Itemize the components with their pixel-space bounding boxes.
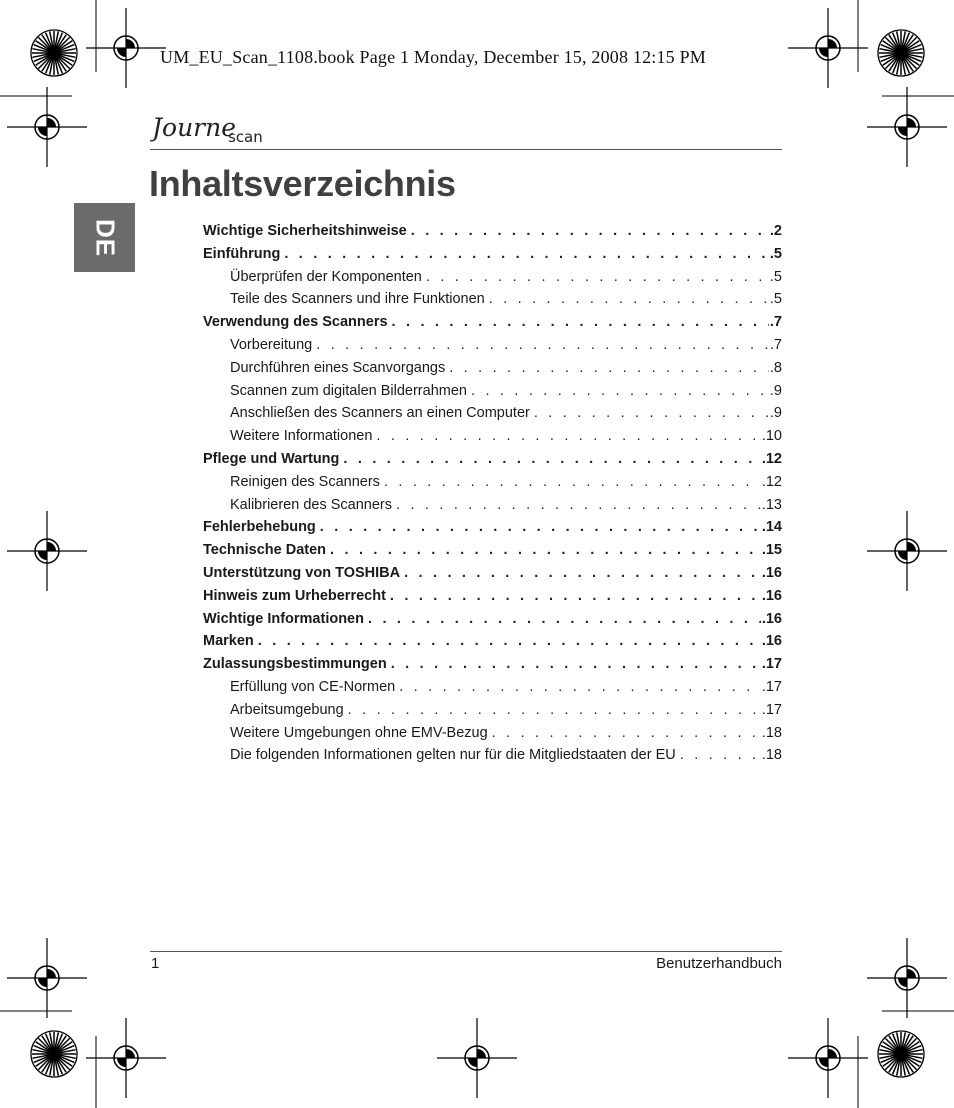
toc-entry-title: Hinweis zum Urheberrecht <box>203 587 386 604</box>
toc-dot-leader <box>284 243 769 266</box>
language-tab-label: DE <box>90 218 120 257</box>
toc-entry-title: Teile des Scanners und ihre Funktionen <box>230 291 485 308</box>
toc-entry[interactable] <box>203 653 782 676</box>
toc-entry-page: .12 <box>761 450 782 467</box>
toc-entry[interactable] <box>203 402 782 425</box>
toc-entry-page: .18 <box>761 724 782 741</box>
toc-dot-leader <box>449 357 769 380</box>
toc-dot-leader <box>343 448 760 471</box>
toc-entry[interactable] <box>203 630 782 653</box>
toc-entry[interactable] <box>203 744 782 767</box>
toc-entry-title: Unterstützung von TOSHIBA <box>203 564 401 581</box>
toc-entry-title: Arbeitsumgebung <box>230 701 344 718</box>
toc-entry[interactable] <box>203 471 782 494</box>
toc-entry-title: Pflege und Wartung <box>203 450 340 467</box>
toc-entry[interactable] <box>203 266 782 289</box>
toc-entry-page: .10 <box>761 428 782 445</box>
toc-dot-leader <box>258 630 761 653</box>
journe-scan-logo <box>150 104 290 152</box>
toc-entry[interactable] <box>203 425 782 448</box>
toc-entry[interactable] <box>203 448 782 471</box>
toc-dot-leader <box>492 722 761 745</box>
toc-entry-page: .13 <box>761 496 782 513</box>
toc-entry-title: Wichtige Informationen <box>203 610 364 627</box>
toc-entry-title: Erfüllung von CE-Normen <box>230 678 396 695</box>
toc-entry-title: Technische Daten <box>203 542 327 559</box>
toc-dot-leader <box>534 402 769 425</box>
logo-script: Journe <box>152 113 237 142</box>
toc-entry-title: Reinigen des Scanners <box>230 473 380 490</box>
toc-entry[interactable] <box>203 699 782 722</box>
toc-entry-page: .7 <box>769 314 782 331</box>
toc-entry[interactable] <box>203 494 782 517</box>
toc-entry[interactable] <box>203 334 782 357</box>
toc-dot-leader <box>489 288 769 311</box>
toc-dot-leader <box>348 699 761 722</box>
toc-dot-leader <box>316 334 769 357</box>
toc-entry-page: .9 <box>769 405 782 422</box>
toc-entry[interactable] <box>203 676 782 699</box>
toc-entry[interactable] <box>203 288 782 311</box>
table-of-contents <box>203 220 782 767</box>
toc-dot-leader <box>396 494 761 517</box>
toc-entry-page: .16 <box>761 587 782 604</box>
toc-dot-leader <box>368 608 761 631</box>
toc-entry-page: .8 <box>769 359 782 376</box>
toc-entry[interactable] <box>203 380 782 403</box>
toc-entry-page: .5 <box>769 291 782 308</box>
toc-dot-leader <box>384 471 761 494</box>
toc-dot-leader <box>320 516 761 539</box>
toc-entry-title: Wichtige Sicherheitshinweise <box>203 223 407 239</box>
toc-entry-page: .7 <box>769 336 782 353</box>
toc-entry-title: Zulassungsbestimmungen <box>203 656 387 673</box>
header-rule <box>150 149 782 150</box>
toc-dot-leader <box>376 425 760 448</box>
toc-entry[interactable] <box>203 357 782 380</box>
page-title: Inhaltsverzeichnis <box>149 163 456 204</box>
toc-dot-leader <box>426 266 769 289</box>
toc-entry-title: Scannen zum digitalen Bilderrahmen <box>230 382 467 399</box>
toc-dot-leader <box>680 744 761 767</box>
toc-entry-page: .16 <box>761 610 782 627</box>
toc-entry[interactable] <box>203 243 782 266</box>
toc-entry-title: Anschließen des Scanners an einen Computer <box>230 405 530 422</box>
toc-entry-title: Marken <box>203 633 254 650</box>
toc-dot-leader <box>390 585 761 608</box>
toc-entry[interactable] <box>203 539 782 562</box>
toc-entry-title: Die folgenden Informationen gelten nur für die Mitgliedstaaten der EU <box>230 747 676 764</box>
toc-entry-page: .16 <box>761 564 782 581</box>
toc-entry[interactable] <box>203 585 782 608</box>
toc-entry[interactable] <box>203 562 782 585</box>
language-tab <box>74 203 135 272</box>
toc-entry-title: Durchführen eines Scanvorgangs <box>230 359 446 376</box>
toc-dot-leader <box>411 220 769 243</box>
toc-dot-leader <box>330 539 761 562</box>
toc-dot-leader <box>391 653 761 676</box>
toc-dot-leader <box>404 562 761 585</box>
toc-dot-leader <box>399 676 761 699</box>
footer-rule <box>150 951 782 952</box>
toc-entry-page: .5 <box>769 268 782 285</box>
toc-entry-page: .9 <box>769 382 782 399</box>
toc-entry-title: Fehlerbehebung <box>203 519 316 536</box>
toc-entry[interactable] <box>203 608 782 631</box>
toc-entry[interactable] <box>203 722 782 745</box>
toc-dot-leader <box>471 380 769 403</box>
toc-entry-title: Verwendung des Scanners <box>203 314 388 331</box>
footer-document-title: Benutzerhandbuch <box>656 955 782 972</box>
toc-entry-page: .5 <box>769 245 782 262</box>
toc-entry[interactable] <box>203 516 782 539</box>
toc-entry[interactable] <box>203 220 782 243</box>
toc-entry-page: .17 <box>761 656 782 673</box>
toc-entry-page: .17 <box>761 678 782 695</box>
toc-entry-title: Kalibrieren des Scanners <box>230 496 393 513</box>
toc-entry-page: .2 <box>769 223 782 239</box>
logo-subtext: scan <box>228 128 263 146</box>
toc-entry-page: .14 <box>761 519 782 536</box>
toc-entry-title: Überprüfen der Komponenten <box>230 268 422 285</box>
toc-entry-title: Weitere Informationen <box>230 428 373 445</box>
toc-entry-title: Weitere Umgebungen ohne EMV-Bezug <box>230 724 488 741</box>
toc-entry[interactable] <box>203 311 782 334</box>
footer-page-number: 1 <box>151 955 160 972</box>
toc-entry-title: Vorbereitung <box>230 336 313 353</box>
toc-entry-page: .12 <box>761 473 782 490</box>
print-slug-header: UM_EU_Scan_1108.book Page 1 Monday, December 15, 2008 12:15 PM <box>160 47 707 67</box>
toc-entry-page: .15 <box>761 542 782 559</box>
toc-dot-leader <box>392 311 769 334</box>
toc-entry-title: Einführung <box>203 245 281 262</box>
toc-entry-page: .16 <box>761 633 782 650</box>
toc-entry-page: .18 <box>761 747 782 764</box>
toc-entry-page: .17 <box>761 701 782 718</box>
